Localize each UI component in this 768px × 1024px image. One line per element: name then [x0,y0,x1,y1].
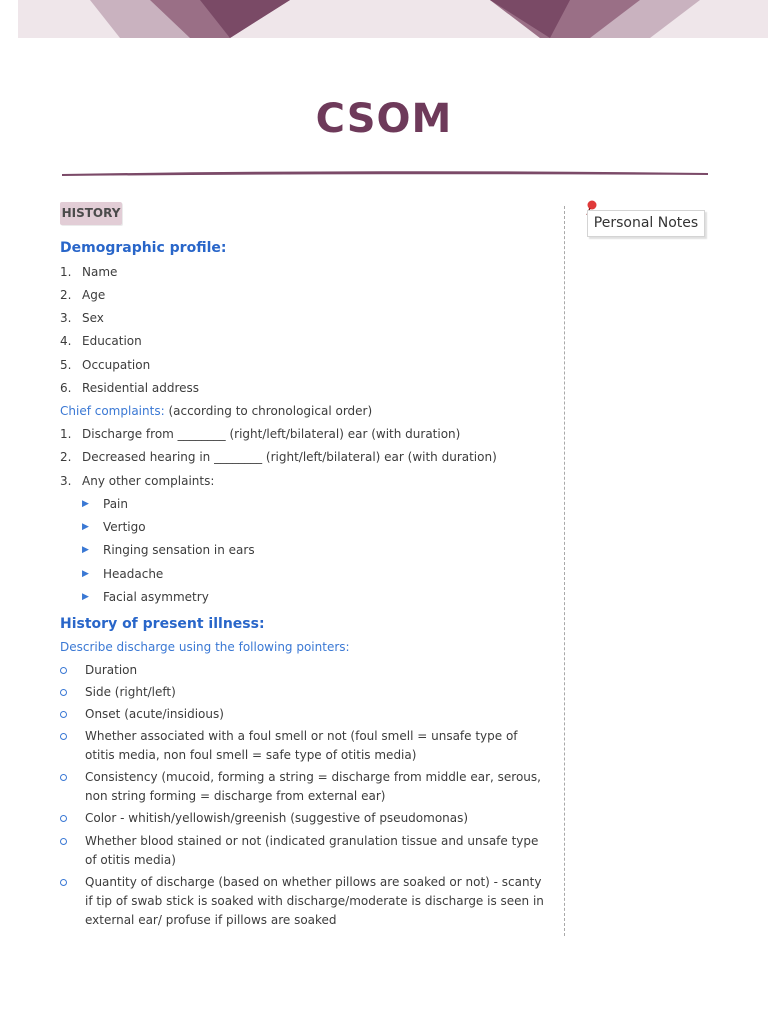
circle-bullet-icon [60,774,67,781]
circle-bullet-icon [60,689,67,696]
list-item: 5. Occupation [60,358,151,372]
circle-bullet-icon [60,815,67,822]
pointer-item: Quantity of discharge (based on whether pillows are soaked or not) - scanty if tip of swab stick is soaked with discharge/moderate is discharge is seen in external ear/ profuse if pillows are soaked [85,875,544,927]
arrow-bullet-icon: ▶ [82,569,89,579]
list-item: 2. Age [60,288,106,302]
arrow-bullet-icon: ▶ [82,499,89,509]
personal-notes-label: Personal Notes [587,210,705,237]
sub-list-item: Ringing sensation in ears [103,543,255,557]
sub-list-item: Pain [103,497,128,511]
list-item: 3. Sex [60,311,104,325]
history-tag: HISTORY [60,202,122,225]
arrow-bullet-icon: ▶ [82,522,89,532]
chief-complaints-label: Chief complaints: [60,404,165,418]
header-banner [0,0,768,40]
pointer-item: Consistency (mucoid, forming a string = discharge from middle ear, serous, non string forming = discharge from external ear) [85,770,541,803]
chief-complaints-note: (according to chronological order) [164,404,373,418]
arrow-bullet-icon: ▶ [82,545,89,555]
title-underline [60,166,710,180]
chief-complaints-line [60,403,372,419]
sub-list-item: Facial asymmetry [103,590,209,604]
notes-divider [564,206,565,936]
list-item: 1. Name [60,265,118,279]
present-illness-intro: Describe discharge using the following pointers: [60,640,350,654]
page-title: CSOM [315,96,453,142]
list-item: 2. Decreased hearing in ________ (right/left/bilateral) ear (with duration) [60,450,497,464]
list-item: 4. Education [60,334,142,348]
present-illness-heading: History of present illness: [60,616,265,632]
pointer-item: Duration [85,663,138,677]
arrow-bullet-icon: ▶ [82,592,89,602]
pointer-item: Whether associated with a foul smell or not (foul smell = unsafe type of otitis media, non foul smell = safe type of otitis media) [85,729,518,762]
demographic-heading: Demographic profile: [60,240,227,256]
circle-bullet-icon [60,667,67,674]
pointer-item: Onset (acute/insidious) [85,707,224,721]
sub-list-item: Vertigo [103,520,146,534]
list-item: 1. Discharge from ________ (right/left/bilateral) ear (with duration) [60,427,461,441]
sub-list-item: Headache [103,567,164,581]
pointer-item: Whether blood stained or not (indicated granulation tissue and unsafe type of otitis media) [85,834,539,867]
list-item: 3. Any other complaints: [60,474,215,488]
pointer-item: Side (right/left) [85,685,176,699]
list-item: 6. Residential address [60,381,200,395]
circle-bullet-icon [60,838,67,845]
circle-bullet-icon [60,733,67,740]
circle-bullet-icon [60,711,67,718]
circle-bullet-icon [60,879,67,886]
pointer-item: Color - whitish/yellowish/greenish (suggestive of pseudomonas) [85,811,469,825]
